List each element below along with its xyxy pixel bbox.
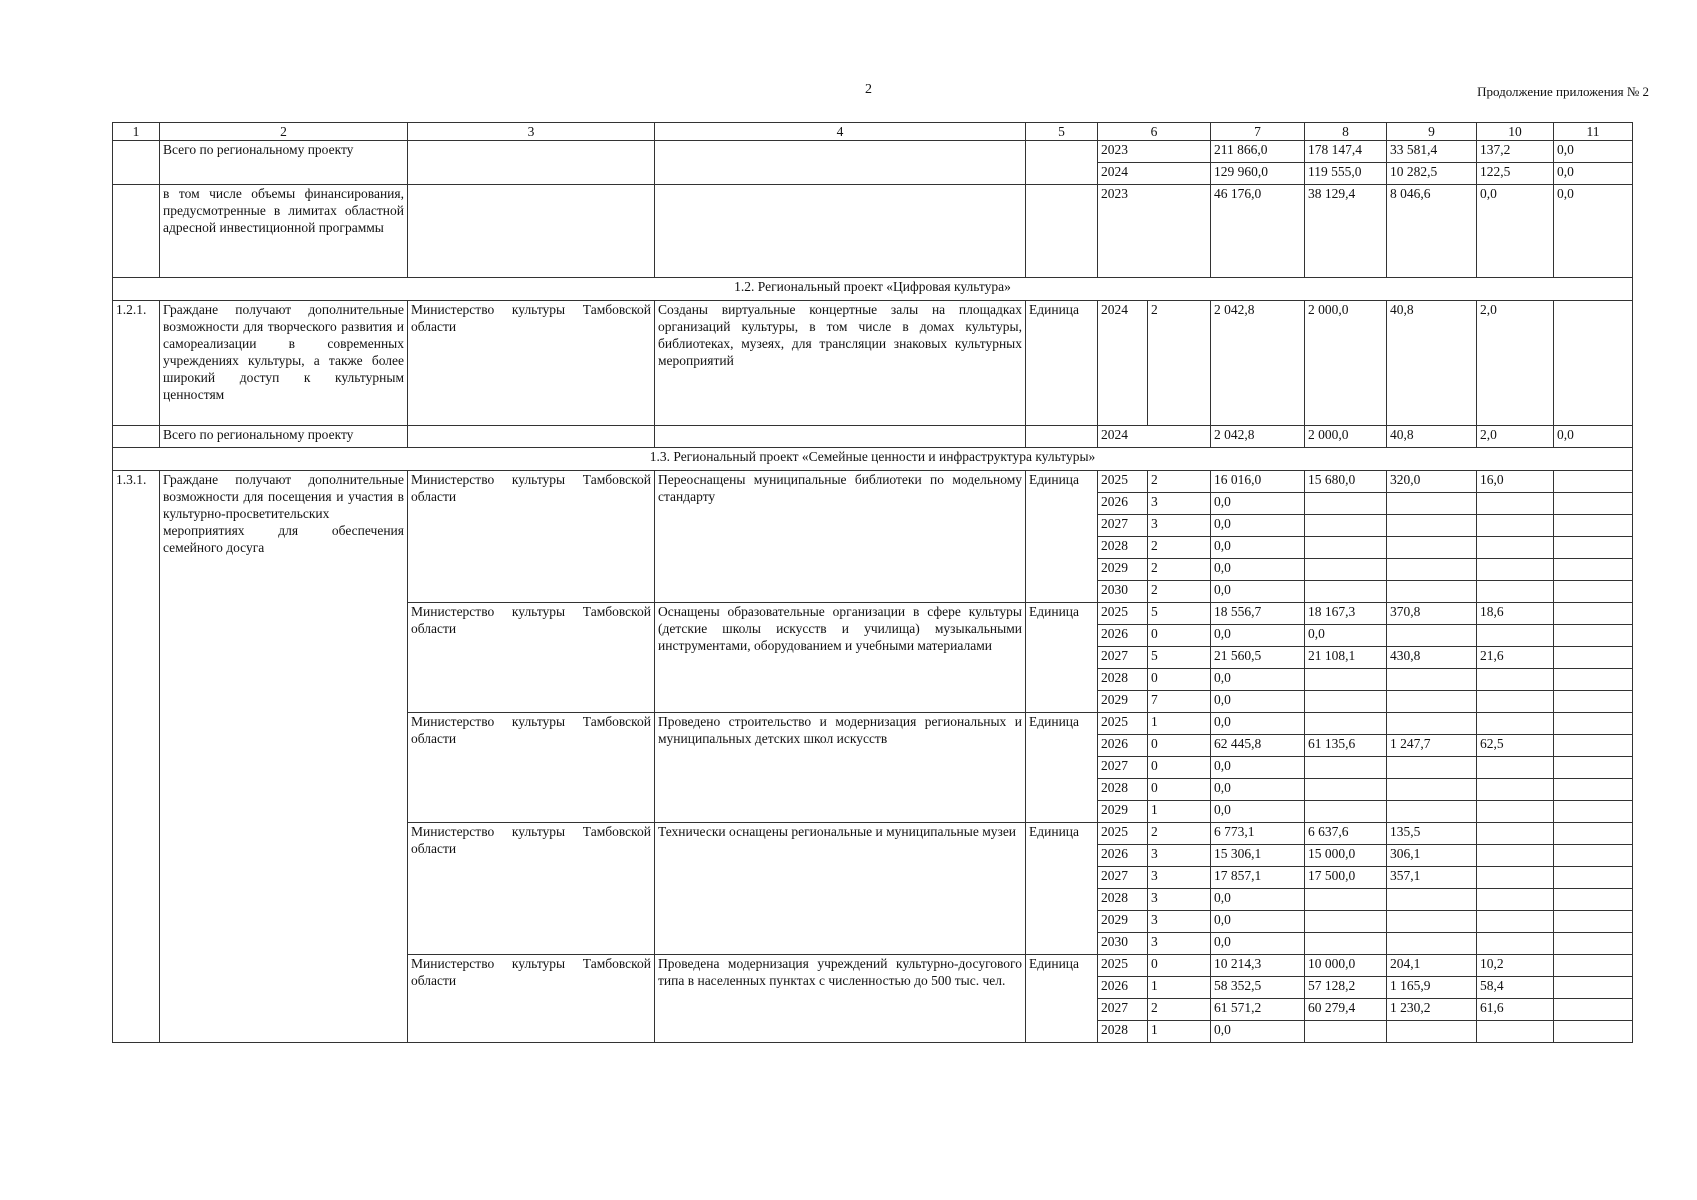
financing-table [112, 122, 1633, 1043]
year-cell: 2025 [1098, 955, 1148, 977]
value-cell [1305, 713, 1387, 735]
value-cell [1305, 515, 1387, 537]
value-cell: 178 147,4 [1305, 141, 1387, 163]
empty-cell [1554, 823, 1633, 845]
value-cell: 0,0 [1211, 757, 1305, 779]
value-cell: 320,0 [1387, 471, 1477, 493]
value-cell: 60 279,4 [1305, 999, 1387, 1021]
result-text: Проведено строительство и модернизация региональных и муниципальных детских школ искусств [655, 713, 1026, 823]
ministry-text: Министерство культуры Тамбовской области [408, 955, 655, 1043]
aip-row [113, 185, 1633, 278]
value-cell: 0,0 [1554, 163, 1633, 185]
count-cell: 0 [1148, 955, 1211, 977]
value-cell [1477, 889, 1554, 911]
empty-cell [1554, 493, 1633, 515]
value-cell: 61 135,6 [1305, 735, 1387, 757]
unit-text: Единица [1026, 301, 1098, 426]
result-text: Проведена модернизация учреждений культурно-досугового типа в населенных пунктах с численностью до 500 тыс. чел. [655, 955, 1026, 1043]
section-title: 1.3. Региональный проект «Семейные ценности и инфраструктура культуры» [113, 448, 1633, 471]
ministry-text: Министерство культуры Тамбовской области [408, 301, 655, 426]
value-cell: 129 960,0 [1211, 163, 1305, 185]
value-cell [1387, 625, 1477, 647]
count-cell: 3 [1148, 911, 1211, 933]
unit-text: Единица [1026, 955, 1098, 1043]
aip-label: в том числе объемы финансирования, предусмотренные в лимитах областной адресной инвестиционной программы [160, 185, 408, 278]
year-cell: 2028 [1098, 779, 1148, 801]
count-cell: 2 [1148, 559, 1211, 581]
count-cell: 2 [1148, 999, 1211, 1021]
value-cell [1387, 559, 1477, 581]
value-cell: 15 306,1 [1211, 845, 1305, 867]
value-cell: 204,1 [1387, 955, 1477, 977]
empty-cell [1026, 185, 1098, 278]
unit-text: Единица [1026, 603, 1098, 713]
column-header: 1 [113, 123, 160, 141]
value-cell [1305, 779, 1387, 801]
value-cell: 1 165,9 [1387, 977, 1477, 999]
value-cell: 17 500,0 [1305, 867, 1387, 889]
year-cell: 2025 [1098, 823, 1148, 845]
value-cell: 18 167,3 [1305, 603, 1387, 625]
value-cell: 0,0 [1554, 185, 1633, 278]
value-cell: 0,0 [1554, 141, 1633, 163]
value-cell [1305, 581, 1387, 603]
value-cell: 0,0 [1211, 1021, 1305, 1043]
value-cell: 10 282,5 [1387, 163, 1477, 185]
year-cell: 2027 [1098, 515, 1148, 537]
value-cell: 0,0 [1211, 779, 1305, 801]
unit-text: Единица [1026, 823, 1098, 955]
project-row [113, 301, 1633, 426]
value-cell [1387, 933, 1477, 955]
item-number: 1.2.1. [113, 301, 160, 426]
value-cell: 61,6 [1477, 999, 1554, 1021]
value-cell: 8 046,6 [1387, 185, 1477, 278]
year-cell: 2026 [1098, 977, 1148, 999]
value-cell: 430,8 [1387, 647, 1477, 669]
result-text: Созданы виртуальные концертные залы на площадках организаций культуры, в том числе в домах культуры, библиотеках, музеях, для трансляции знаковых культурных мероприятий [655, 301, 1026, 426]
value-cell: 58,4 [1477, 977, 1554, 999]
value-cell [1477, 911, 1554, 933]
value-cell: 0,0 [1211, 493, 1305, 515]
value-cell [1387, 493, 1477, 515]
value-cell: 21,6 [1477, 647, 1554, 669]
count-cell: 1 [1148, 801, 1211, 823]
value-cell: 306,1 [1387, 845, 1477, 867]
empty-cell [1554, 735, 1633, 757]
empty-cell [1554, 669, 1633, 691]
count-cell: 3 [1148, 933, 1211, 955]
count-cell: 2 [1148, 537, 1211, 559]
year-cell: 2023 [1098, 141, 1211, 163]
ministry-text: Министерство культуры Тамбовской области [408, 823, 655, 955]
result-text: Технически оснащены региональные и муниципальные музеи [655, 823, 1026, 955]
empty-cell [655, 426, 1026, 448]
value-cell: 2,0 [1477, 301, 1554, 426]
unit-text: Единица [1026, 471, 1098, 603]
value-cell [1477, 625, 1554, 647]
count-cell: 1 [1148, 977, 1211, 999]
value-cell: 0,0 [1211, 669, 1305, 691]
empty-cell [1554, 889, 1633, 911]
value-cell: 0,0 [1305, 625, 1387, 647]
empty-cell [1554, 911, 1633, 933]
value-cell: 2 042,8 [1211, 426, 1305, 448]
year-cell: 2027 [1098, 647, 1148, 669]
value-cell [1477, 669, 1554, 691]
value-cell: 2,0 [1477, 426, 1554, 448]
value-cell: 119 555,0 [1305, 163, 1387, 185]
value-cell: 46 176,0 [1211, 185, 1305, 278]
value-cell [1305, 493, 1387, 515]
value-cell [1305, 757, 1387, 779]
column-header: 3 [408, 123, 655, 141]
count-cell: 3 [1148, 845, 1211, 867]
year-cell: 2024 [1098, 163, 1211, 185]
value-cell: 33 581,4 [1387, 141, 1477, 163]
empty-cell [1554, 867, 1633, 889]
ministry-text: Министерство культуры Тамбовской области [408, 713, 655, 823]
value-cell [1554, 301, 1633, 426]
num-cell [113, 426, 160, 448]
value-cell [1477, 537, 1554, 559]
count-cell: 0 [1148, 625, 1211, 647]
result-text: Переоснащены муниципальные библиотеки по модельному стандарту [655, 471, 1026, 603]
item-number: 1.3.1. [113, 471, 160, 1043]
empty-cell [1554, 845, 1633, 867]
value-cell [1305, 911, 1387, 933]
year-cell: 2027 [1098, 757, 1148, 779]
value-cell: 357,1 [1387, 867, 1477, 889]
value-cell [1387, 537, 1477, 559]
value-cell [1477, 559, 1554, 581]
ministry-text: Министерство культуры Тамбовской области [408, 603, 655, 713]
value-cell [1387, 911, 1477, 933]
count-cell: 2 [1148, 823, 1211, 845]
count-cell: 1 [1148, 713, 1211, 735]
value-cell [1305, 889, 1387, 911]
value-cell: 40,8 [1387, 426, 1477, 448]
column-header: 8 [1305, 123, 1387, 141]
value-cell: 16 016,0 [1211, 471, 1305, 493]
empty-cell [1554, 779, 1633, 801]
count-cell: 0 [1148, 779, 1211, 801]
value-cell [1305, 537, 1387, 559]
goal-text: Граждане получают дополнительные возможности для творческого развития и самореализации в современных учреждениях культуры, а также более широкий доступ к культурным ценностям [160, 301, 408, 426]
total-label: Всего по региональному проекту [160, 141, 408, 185]
count-cell: 0 [1148, 669, 1211, 691]
value-cell: 15 680,0 [1305, 471, 1387, 493]
value-cell: 62,5 [1477, 735, 1554, 757]
year-cell: 2027 [1098, 999, 1148, 1021]
empty-cell [1554, 713, 1633, 735]
header-row [113, 123, 1633, 141]
empty-cell [655, 141, 1026, 185]
value-cell: 6 637,6 [1305, 823, 1387, 845]
count-cell: 2 [1148, 581, 1211, 603]
value-cell [1387, 691, 1477, 713]
value-cell: 21 560,5 [1211, 647, 1305, 669]
empty-cell [1554, 471, 1633, 493]
result-text: Оснащены образовательные организации в сфере культуры (детские школы искусств и училища) музыкальными инструментами, оборудованием и учебными материалами [655, 603, 1026, 713]
value-cell: 0,0 [1211, 581, 1305, 603]
year-cell: 2023 [1098, 185, 1211, 278]
value-cell [1305, 559, 1387, 581]
appendix-note: Продолжение приложения № 2 [1477, 84, 1649, 99]
column-header: 6 [1098, 123, 1211, 141]
value-cell [1477, 757, 1554, 779]
value-cell: 58 352,5 [1211, 977, 1305, 999]
value-cell [1477, 713, 1554, 735]
column-header: 10 [1477, 123, 1554, 141]
year-cell: 2024 [1098, 301, 1148, 426]
value-cell: 1 247,7 [1387, 735, 1477, 757]
value-cell [1477, 933, 1554, 955]
empty-cell [1554, 603, 1633, 625]
year-cell: 2026 [1098, 493, 1148, 515]
value-cell [1387, 713, 1477, 735]
year-row [113, 471, 1633, 493]
year-cell: 2027 [1098, 867, 1148, 889]
count-cell: 5 [1148, 603, 1211, 625]
value-cell: 0,0 [1211, 889, 1305, 911]
year-cell: 2029 [1098, 801, 1148, 823]
value-cell: 10 214,3 [1211, 955, 1305, 977]
year-cell: 2029 [1098, 911, 1148, 933]
year-cell: 2028 [1098, 1021, 1148, 1043]
empty-cell [1554, 801, 1633, 823]
empty-cell [1554, 933, 1633, 955]
value-cell: 0,0 [1211, 515, 1305, 537]
num-cell [113, 185, 160, 278]
value-cell: 0,0 [1211, 537, 1305, 559]
value-cell: 16,0 [1477, 471, 1554, 493]
empty-cell [1554, 757, 1633, 779]
value-cell [1477, 493, 1554, 515]
empty-cell [1026, 426, 1098, 448]
value-cell: 0,0 [1477, 185, 1554, 278]
count-cell: 1 [1148, 1021, 1211, 1043]
value-cell [1387, 757, 1477, 779]
value-cell [1305, 801, 1387, 823]
value-cell: 2 042,8 [1211, 301, 1305, 426]
value-cell: 0,0 [1211, 933, 1305, 955]
unit-text: Единица [1026, 713, 1098, 823]
year-cell: 2028 [1098, 537, 1148, 559]
value-cell [1387, 801, 1477, 823]
empty-cell [1554, 999, 1633, 1021]
value-cell: 135,5 [1387, 823, 1477, 845]
section-title: 1.2. Региональный проект «Цифровая культура» [113, 278, 1633, 301]
empty-cell [1554, 1021, 1633, 1043]
total-row [113, 426, 1633, 448]
section-title-row [113, 448, 1633, 471]
value-cell [1387, 669, 1477, 691]
value-cell: 0,0 [1211, 911, 1305, 933]
value-cell [1305, 933, 1387, 955]
count-cell: 3 [1148, 867, 1211, 889]
value-cell: 40,8 [1387, 301, 1477, 426]
value-cell: 21 108,1 [1305, 647, 1387, 669]
value-cell [1477, 1021, 1554, 1043]
value-cell [1477, 581, 1554, 603]
value-cell [1477, 801, 1554, 823]
value-cell [1387, 1021, 1477, 1043]
value-cell [1477, 823, 1554, 845]
total-row [113, 141, 1633, 163]
empty-cell [655, 185, 1026, 278]
column-header: 9 [1387, 123, 1477, 141]
value-cell: 18 556,7 [1211, 603, 1305, 625]
year-cell: 2026 [1098, 625, 1148, 647]
value-cell: 61 571,2 [1211, 999, 1305, 1021]
year-cell: 2024 [1098, 426, 1211, 448]
empty-cell [1554, 625, 1633, 647]
year-cell: 2025 [1098, 603, 1148, 625]
section-title-row [113, 278, 1633, 301]
value-cell [1305, 1021, 1387, 1043]
count-cell: 5 [1148, 647, 1211, 669]
value-cell [1305, 669, 1387, 691]
total-label: Всего по региональному проекту [160, 426, 408, 448]
empty-cell [1554, 977, 1633, 999]
empty-cell [408, 185, 655, 278]
count-cell: 0 [1148, 735, 1211, 757]
value-cell: 10,2 [1477, 955, 1554, 977]
value-cell: 0,0 [1211, 559, 1305, 581]
value-cell [1305, 691, 1387, 713]
year-cell: 2029 [1098, 691, 1148, 713]
column-header: 7 [1211, 123, 1305, 141]
column-header: 4 [655, 123, 1026, 141]
count-cell: 2 [1148, 301, 1211, 426]
value-cell [1477, 845, 1554, 867]
page-number: 2 [865, 82, 872, 97]
value-cell: 122,5 [1477, 163, 1554, 185]
empty-cell [1554, 955, 1633, 977]
value-cell [1477, 867, 1554, 889]
empty-cell [1554, 515, 1633, 537]
value-cell: 15 000,0 [1305, 845, 1387, 867]
value-cell [1387, 581, 1477, 603]
column-header: 2 [160, 123, 408, 141]
value-cell: 370,8 [1387, 603, 1477, 625]
value-cell [1477, 691, 1554, 713]
column-header: 5 [1026, 123, 1098, 141]
count-cell: 2 [1148, 471, 1211, 493]
value-cell: 18,6 [1477, 603, 1554, 625]
empty-cell [1554, 581, 1633, 603]
value-cell: 137,2 [1477, 141, 1554, 163]
num-cell [113, 141, 160, 185]
year-cell: 2028 [1098, 669, 1148, 691]
value-cell: 1 230,2 [1387, 999, 1477, 1021]
value-cell: 211 866,0 [1211, 141, 1305, 163]
count-cell: 0 [1148, 757, 1211, 779]
value-cell: 2 000,0 [1305, 301, 1387, 426]
value-cell: 62 445,8 [1211, 735, 1305, 757]
empty-cell [1554, 691, 1633, 713]
value-cell [1387, 779, 1477, 801]
value-cell: 38 129,4 [1305, 185, 1387, 278]
count-cell: 3 [1148, 889, 1211, 911]
count-cell: 3 [1148, 515, 1211, 537]
year-cell: 2029 [1098, 559, 1148, 581]
year-cell: 2026 [1098, 735, 1148, 757]
value-cell [1477, 515, 1554, 537]
value-cell: 0,0 [1211, 713, 1305, 735]
value-cell: 57 128,2 [1305, 977, 1387, 999]
column-header: 11 [1554, 123, 1633, 141]
value-cell: 0,0 [1211, 625, 1305, 647]
year-cell: 2025 [1098, 713, 1148, 735]
empty-cell [1554, 647, 1633, 669]
empty-cell [1554, 537, 1633, 559]
value-cell: 0,0 [1211, 801, 1305, 823]
empty-cell [408, 426, 655, 448]
year-cell: 2030 [1098, 933, 1148, 955]
value-cell: 0,0 [1554, 426, 1633, 448]
year-cell: 2030 [1098, 581, 1148, 603]
empty-cell [1554, 559, 1633, 581]
value-cell: 10 000,0 [1305, 955, 1387, 977]
count-cell: 7 [1148, 691, 1211, 713]
year-cell: 2026 [1098, 845, 1148, 867]
year-cell: 2028 [1098, 889, 1148, 911]
goal-text: Граждане получают дополнительные возможности для посещения и участия в культурно-просветительских мероприятиях для обеспечения семейного досуга [160, 471, 408, 1043]
value-cell: 0,0 [1211, 691, 1305, 713]
year-cell: 2025 [1098, 471, 1148, 493]
value-cell: 2 000,0 [1305, 426, 1387, 448]
empty-cell [1026, 141, 1098, 185]
value-cell [1387, 889, 1477, 911]
value-cell [1477, 779, 1554, 801]
value-cell: 6 773,1 [1211, 823, 1305, 845]
ministry-text: Министерство культуры Тамбовской области [408, 471, 655, 603]
value-cell [1387, 515, 1477, 537]
count-cell: 3 [1148, 493, 1211, 515]
value-cell: 17 857,1 [1211, 867, 1305, 889]
empty-cell [408, 141, 655, 185]
